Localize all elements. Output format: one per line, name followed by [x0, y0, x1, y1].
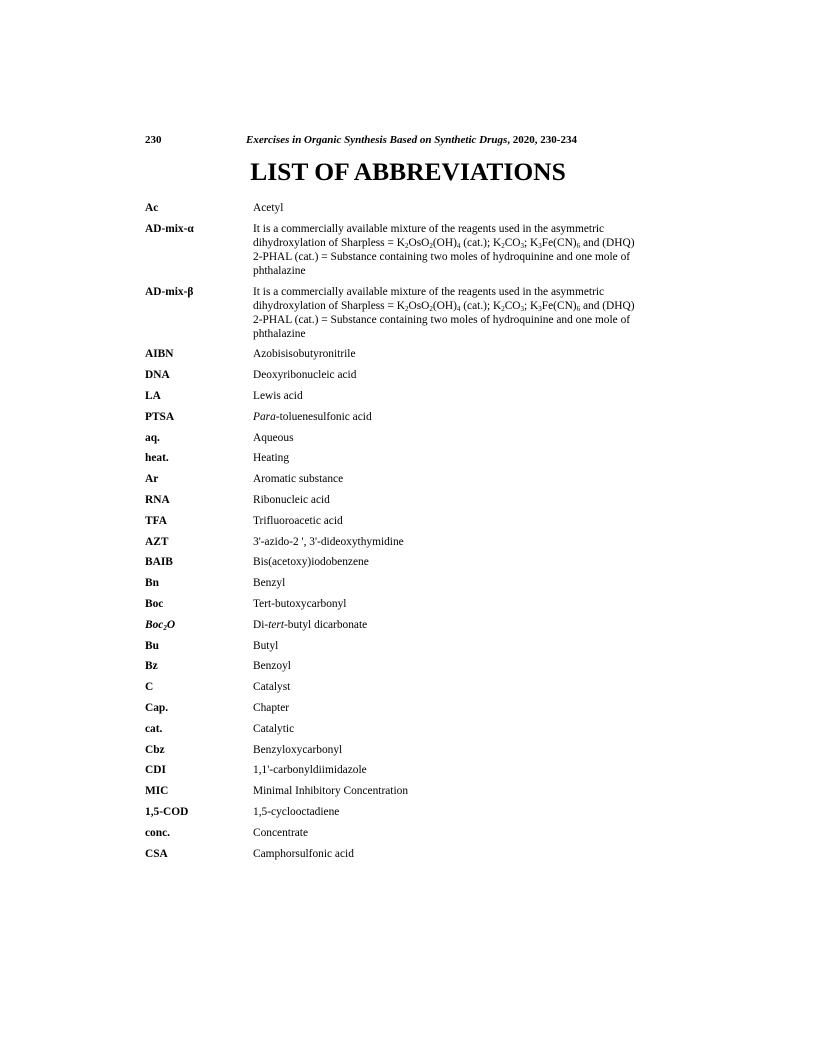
abbreviation-definition: Deoxyribonucleic acid	[253, 369, 357, 382]
abbreviation-row	[145, 514, 675, 528]
subscript: 2	[501, 241, 505, 250]
abbreviation-definition: Aromatic substance	[253, 473, 344, 486]
italic-term: Para	[253, 410, 276, 423]
abbreviation-row	[145, 368, 675, 382]
abbreviation-definition: Lewis acid	[253, 389, 303, 402]
abbreviation-row	[145, 826, 675, 840]
abbreviation-row	[145, 743, 675, 757]
abbreviation-definition: Minimal Inhibitory Concentration	[253, 785, 409, 798]
abbreviation-definition: 1,1'-carbonyldiimidazole	[253, 764, 367, 777]
abbreviation-term: AD-mix-α	[145, 222, 194, 235]
abbreviation-definition: Heating	[253, 452, 290, 465]
abbreviation-term: LA	[145, 389, 161, 402]
abbreviation-row	[145, 431, 675, 445]
abbreviation-row	[145, 680, 675, 694]
abbreviation-term: aq.	[145, 431, 160, 444]
abbreviation-row	[145, 659, 675, 673]
abbreviation-definition: Ribonucleic acid	[253, 493, 330, 506]
abbreviation-definition: 3'-azido-2 ', 3'-dideoxythymidine	[253, 535, 404, 548]
abbreviation-definition: Benzyl	[253, 577, 286, 590]
abbreviation-term: 1,5-COD	[145, 805, 189, 818]
subscript: 3	[520, 304, 525, 313]
subscript: 4	[456, 304, 461, 313]
subscript: 2	[404, 304, 409, 313]
abbreviation-term: AIBN	[145, 348, 174, 361]
abbreviation-definition: Benzoyl	[253, 660, 291, 673]
abbreviation-row	[145, 222, 675, 278]
subscript: 3	[538, 304, 542, 313]
abbreviation-term: PTSA	[145, 410, 175, 423]
abbreviation-definition: Acetyl	[253, 202, 284, 214]
abbreviation-row	[145, 451, 675, 465]
abbreviation-term: conc.	[145, 826, 170, 839]
abbreviation-definition: It is a commercially available mixture of the reagents used in the asymmetric dihydroxylation of Sharpless = $K_2OsO_2(OH)_4$ (cat.); $K_2CO_3$; $K_3Fe(CN)_6$ and (DHQ) 2-PHAL (cat.) = Substance containing two moles of hydroquinine and one mole of phthalazine	[253, 222, 635, 277]
abbreviation-definition: 1,5-cyclooctadiene	[253, 805, 340, 818]
abbreviation-definition: Trifluoroacetic acid	[253, 514, 343, 527]
abbreviation-row	[145, 618, 675, 632]
abbreviation-term: TFA	[145, 514, 167, 527]
subscript: 6	[576, 241, 581, 250]
subscript: 2	[404, 241, 409, 250]
abbreviation-term: CSA	[145, 847, 168, 860]
page-title: LIST OF ABBREVIATIONS	[250, 157, 566, 186]
abbreviation-definition: Butyl	[253, 639, 279, 652]
abbreviation-term: Boc	[145, 597, 164, 610]
abbreviation-definition: Para-toluenesulfonic acid	[253, 410, 372, 423]
abbreviation-term: Ar	[145, 473, 159, 486]
abbreviation-term: Bu	[145, 639, 159, 652]
abbreviation-term: AZT	[145, 535, 169, 548]
abbreviation-definition: Azobisisobutyronitrile	[253, 348, 356, 361]
journal-title: Exercises in Organic Synthesis Based on Synthetic Drugs	[246, 134, 508, 146]
subscript: 2	[429, 304, 433, 313]
abbreviation-term: MIC	[145, 785, 169, 798]
abbreviation-row	[145, 847, 675, 861]
abbreviation-definition: Chapter	[253, 701, 290, 714]
abbreviation-term: AD-mix-β	[145, 285, 194, 298]
abbreviation-row	[145, 201, 675, 215]
abbreviation-definition: Benzyloxycarbonyl	[253, 743, 343, 756]
journal-year-pages: , 2020, 230-234	[507, 134, 577, 146]
abbreviation-term: Ac	[145, 202, 159, 214]
abbreviation-row	[145, 555, 675, 569]
abbreviation-definition: Catalytic	[253, 722, 295, 735]
abbreviation-row	[145, 701, 675, 715]
subscript: 3	[520, 241, 525, 250]
abbreviation-definition: Tert-butoxycarbonyl	[253, 597, 347, 610]
subscript: 2	[163, 623, 167, 632]
abbreviation-definition: Camphorsulfonic acid	[253, 847, 354, 860]
abbreviation-definition: Catalyst	[253, 681, 291, 694]
abbreviation-row	[145, 535, 675, 549]
abbreviation-definition: It is a commercially available mixture of the reagents used in the asymmetric dihydroxylation of Sharpless = $K_2OsO_2(OH)_4$ (cat.); $K_2CO_3$; $K_3Fe(CN)_6$ and (DHQ) 2-PHAL (cat.) = Substance containing two moles of hydroquinine and one mole of phthalazine	[253, 285, 635, 340]
abbreviation-row	[145, 763, 675, 777]
abbreviation-term: DNA	[145, 369, 170, 382]
abbreviation-row	[145, 597, 675, 611]
page-number: 230	[145, 134, 162, 146]
abbreviation-definition: Bis(acetoxy)iodobenzene	[253, 556, 369, 569]
abbreviation-row	[145, 285, 675, 341]
abbreviation-term: RNA	[145, 493, 170, 506]
abbreviation-term: heat.	[145, 452, 169, 465]
abbreviation-term: Bz	[145, 660, 158, 673]
subscript: 4	[456, 241, 461, 250]
abbreviation-row	[145, 493, 675, 507]
subscript: 2	[501, 304, 505, 313]
abbreviation-term: C	[145, 681, 154, 694]
abbreviation-row	[145, 576, 675, 590]
abbreviation-row	[145, 472, 675, 486]
abbreviation-row	[145, 722, 675, 736]
subscript: 6	[576, 304, 581, 313]
abbreviation-definition: Concentrate	[253, 826, 309, 839]
abbreviation-row	[145, 389, 675, 403]
subscript: 3	[538, 241, 542, 250]
abbreviation-row	[145, 784, 675, 798]
abbreviation-list	[145, 201, 675, 867]
abbreviation-definition: Di-tert-butyl dicarbonate	[253, 618, 368, 631]
abbreviation-row	[145, 805, 675, 819]
journal-citation	[246, 134, 577, 146]
abbreviation-row	[145, 347, 675, 361]
abbreviation-row	[145, 410, 675, 424]
abbreviation-term: BAIB	[145, 556, 173, 569]
abbreviation-term: Boc$_2$O	[145, 618, 176, 632]
abbreviation-definition: Aqueous	[253, 431, 294, 444]
abbreviation-term: Cbz	[145, 743, 165, 756]
italic-term: tert	[268, 618, 285, 631]
abbreviation-term: Cap.	[145, 701, 169, 714]
abbreviation-term: CDI	[145, 764, 166, 777]
abbreviation-term: cat.	[145, 722, 163, 735]
subscript: 2	[429, 241, 433, 250]
abbreviation-term: Bn	[145, 577, 159, 590]
abbreviation-row	[145, 639, 675, 653]
